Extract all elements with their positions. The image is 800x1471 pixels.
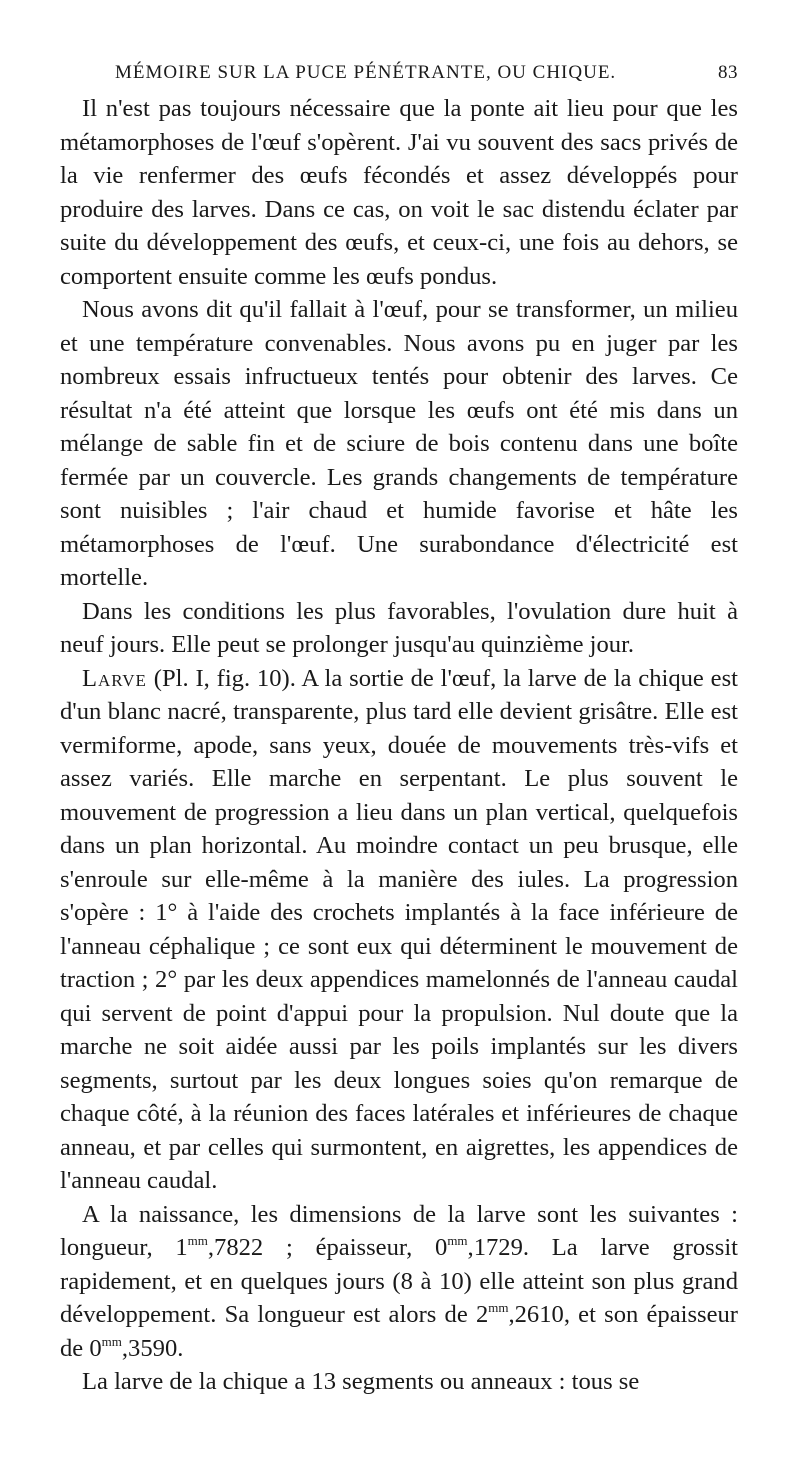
running-head <box>60 56 738 92</box>
unit-mm-1: mm <box>187 1233 208 1248</box>
p5-part-a: A la naissance, les dimensions de la larve sont les suivantes : longueur, 1 <box>60 1200 738 1261</box>
body-text <box>60 92 738 1399</box>
p5-part-d: ,2610, et son épaisseur de 0 <box>60 1301 738 1362</box>
unit-mm-2: mm <box>447 1233 468 1248</box>
p5-part-c: ,1729. La larve grossit rapidement, et en quelques jours (8 à 10) elle atteint son plus grand développement. Sa longueur est alors de 2 <box>60 1234 738 1328</box>
paragraph-1: Il n'est pas toujours nécessaire que la ponte ait lieu pour que les métamorphoses de l'œuf s'opèrent. J'ai vu souvent des sacs privés de la vie renfermer des œufs fécondés et assez développés pour produire des larves. Dans ce cas, on voit le sac distendu éclater par suite du développement des œufs, et ceux-ci, une fois au dehors, se comportent ensuite comme les œufs pondus. <box>60 95 738 290</box>
section-heading-larve: Larve <box>82 664 147 692</box>
p5-part-e: ,3590. <box>121 1334 184 1362</box>
running-title: MÉMOIRE SUR LA PUCE PÉNÉTRANTE, OU CHIQUE. <box>115 62 617 83</box>
paragraph-5 <box>60 1198 738 1366</box>
p5-part-b: ,7822 ; épaisseur, 0 <box>207 1234 448 1261</box>
paragraph-2: Nous avons dit qu'il fallait à l'œuf, pour se transformer, un milieu et une température convenables. Nous avons pu en juger par les nombreux essais infructueux tentés pour obtenir des larves. Ce résultat n'a été atteint que lorsque les œufs ont été mis dans un mélange de sable fin et de sciure de bois contenu dans une boîte fermée par un couvercle. Les grands changements de température sont nuisibles ; l'air chaud et humide favorise et hâte les métamorphoses de l'œuf. Une surabondance d'électricité est mortelle. <box>60 296 738 591</box>
page <box>60 56 738 1399</box>
paragraph-6: La larve de la chique a 13 segments ou anneaux : tous se <box>82 1368 640 1395</box>
page-number: 83 <box>718 62 738 83</box>
paragraph-3: Dans les conditions les plus favorables, l'ovulation dure huit à neuf jours. Elle peut se prolonger jusqu'au quinzième jour. <box>60 597 738 658</box>
paragraph-4-text: (Pl. I, fig. 10). A la sortie de l'œuf, la larve de la chique est d'un blanc nacré, transparente, plus tard elle devient grisâtre. Elle est vermiforme, apode, sans yeux, douée de mouvements très-vifs et assez variés. Elle marche en serpentant. Le plus souvent le mouvement de progression a lieu dans un plan vertical, quelquefois dans un plan horizontal. Au moindre contact un peu brusque, elle s'enroule sur elle-même à la manière des iules. La progression s'opère : 1° à l'aide des crochets implantés à la face inférieure de l'anneau céphalique ; ce sont eux qui déterminent le mouvement de traction ; 2° par les deux appendices mamelonnés de l'anneau caudal qui servent de point d'appui pour la propulsion. Nul doute que la marche ne soit aidée aussi par les poils implantés sur les divers segments, surtout par les deux longues soies qu'on remarque de chaque côté, à la réunion des faces latérales et inférieures de chaque anneau, et par celles qui surmontent, en aigrettes, les appendices de l'anneau caudal. <box>60 664 738 1194</box>
unit-mm-4: mm <box>101 1333 122 1349</box>
paragraph-4 <box>60 662 738 1198</box>
unit-mm-3: mm <box>488 1300 509 1315</box>
